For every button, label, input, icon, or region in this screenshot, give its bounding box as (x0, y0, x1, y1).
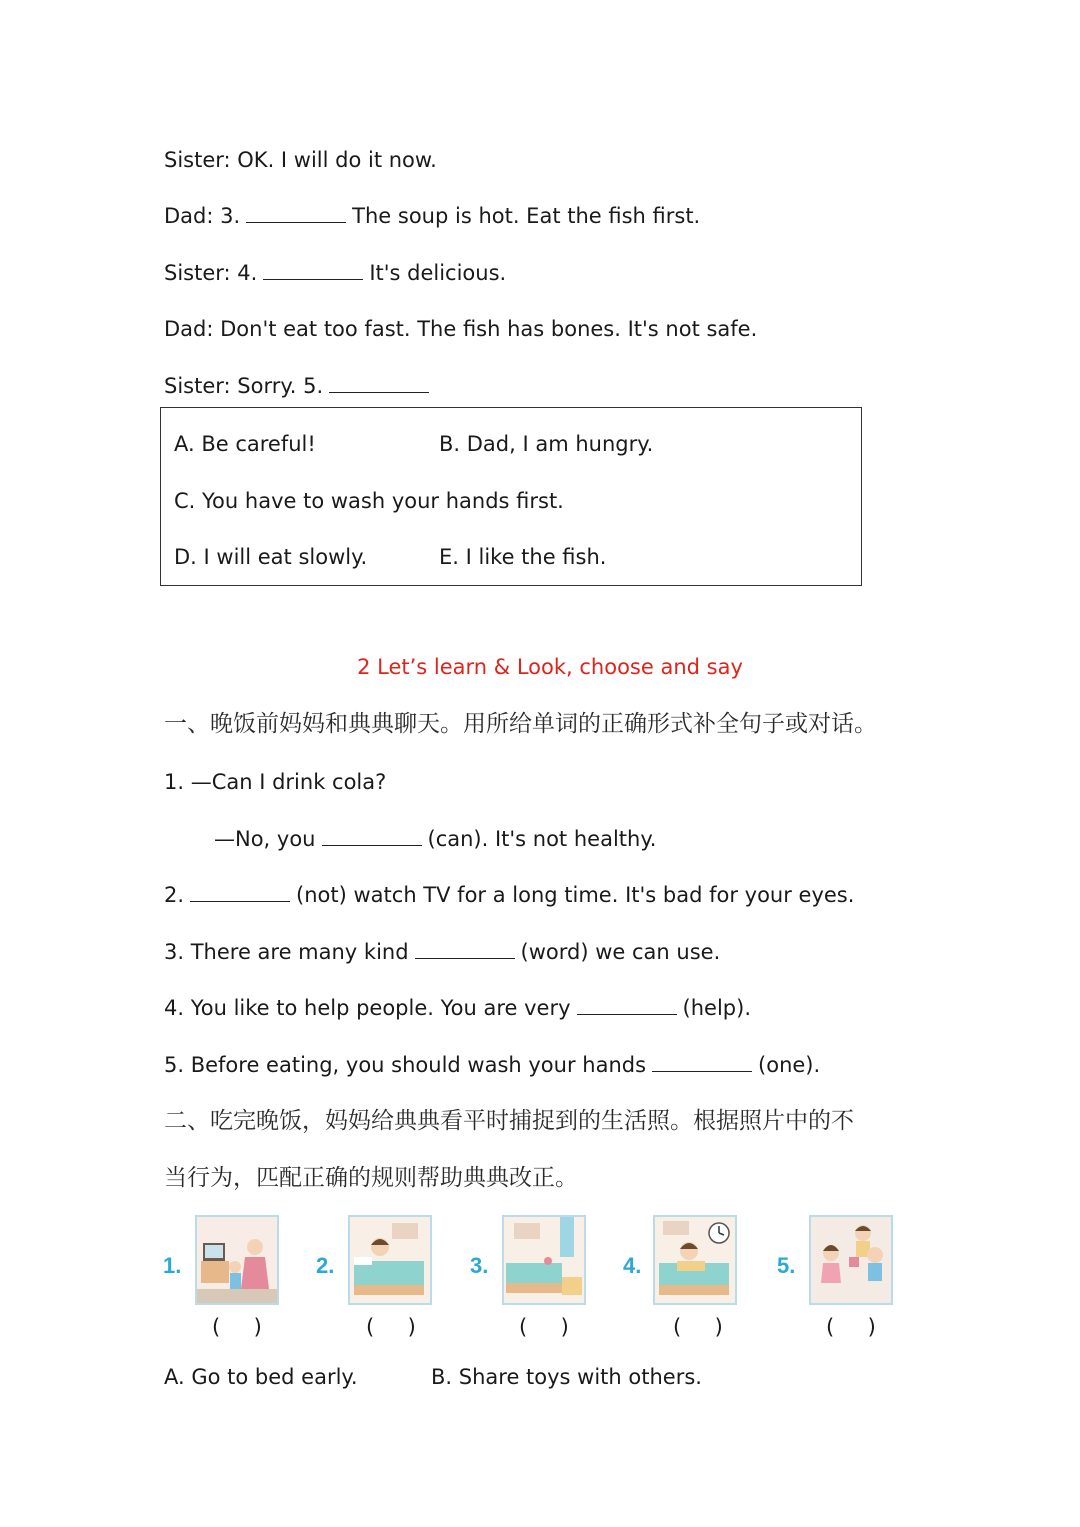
question-text: —No, you (214, 827, 316, 851)
dialogue-line-1 (164, 146, 437, 174)
dialogue-text: Dad: 3. (164, 204, 241, 228)
option-e: E. I like the fish. (439, 545, 607, 569)
question-1a: 1. —Can I drink cola? (164, 770, 387, 794)
question-text: 2. (164, 883, 185, 907)
dialogue-text: It's delicious. (369, 261, 507, 285)
question-3 (164, 938, 720, 966)
rule-option-b: B. Share toys with others. (431, 1365, 702, 1389)
question-text: 4. You like to help people. You are very (164, 996, 571, 1020)
picture-1-tv-illustration (195, 1215, 279, 1305)
picture-number-5: 5. (777, 1253, 796, 1278)
answer-blank-5[interactable] (329, 374, 429, 393)
options-box (160, 407, 862, 586)
option-a: A. Be careful! (174, 432, 316, 456)
dialogue-line-4 (164, 315, 757, 343)
question-5 (164, 1051, 820, 1079)
dialogue-line-3 (164, 259, 506, 287)
answer-blank-q2[interactable] (190, 883, 290, 902)
picture-number-2: 2. (316, 1253, 335, 1278)
option-b: B. Dad, I am hungry. (439, 432, 654, 456)
dialogue-text: The soup is hot. Eat the fish first. (352, 204, 701, 228)
picture-number-4: 4. (623, 1253, 642, 1278)
dialogue-text: Sister: Sorry. 5. (164, 374, 324, 398)
dialogue-line-2 (164, 202, 700, 230)
option-c: C. You have to wash your hands first. (174, 489, 564, 513)
option-d: D. I will eat slowly. (174, 545, 368, 569)
answer-paren-3[interactable]: ( ) (519, 1315, 569, 1339)
part2-instruction-line1: 二、吃完晚饭，妈妈给典典看平时捕捉到的生活照。根据照片中的不 (164, 1108, 854, 1134)
dialogue-text: Sister: 4. (164, 261, 258, 285)
question-text: (can). It's not healthy. (427, 827, 657, 851)
question-1b (214, 825, 656, 853)
picture-number-1: 1. (163, 1253, 182, 1278)
dialogue-text: Sister: OK. I will do it now. (164, 148, 437, 172)
question-text: (word) we can use. (520, 940, 721, 964)
question-2 (164, 881, 854, 909)
answer-blank-q1[interactable] (322, 827, 422, 846)
section-heading: 2 Let’s learn & Look, choose and say (357, 655, 743, 679)
answer-blank-4[interactable] (263, 261, 363, 280)
question-text: (not) watch TV for a long time. It's bad for your eyes. (296, 883, 855, 907)
answer-paren-1[interactable]: ( ) (212, 1315, 262, 1339)
answer-blank-q3[interactable] (415, 940, 515, 959)
part2-instruction-line2: 当行为，匹配正确的规则帮助典典改正。 (164, 1165, 578, 1191)
answer-paren-2[interactable]: ( ) (366, 1315, 416, 1339)
question-text: (help). (682, 996, 752, 1020)
picture-number-3: 3. (470, 1253, 489, 1278)
picture-5-children-toys-illustration (809, 1215, 893, 1305)
dialogue-text: Dad: Don't eat too fast. The fish has bones. It's not safe. (164, 317, 758, 341)
rule-option-a: A. Go to bed early. (164, 1365, 358, 1389)
picture-3-messy-room-illustration (502, 1215, 586, 1305)
picture-4-night-illustration (653, 1215, 737, 1305)
picture-row (0, 1213, 1080, 1313)
answer-blank-3[interactable] (246, 204, 346, 223)
question-4 (164, 994, 751, 1022)
question-text: (one). (758, 1053, 821, 1077)
dialogue-line-5 (164, 372, 435, 400)
question-text: 5. Before eating, you should wash your hands (164, 1053, 647, 1077)
picture-2-bed-illustration (348, 1215, 432, 1305)
answer-paren-5[interactable]: ( ) (826, 1315, 876, 1339)
answer-blank-q5[interactable] (652, 1053, 752, 1072)
part1-instruction: 一、晚饭前妈妈和典典聊天。用所给单词的正确形式补全句子或对话。 (164, 711, 877, 737)
answer-paren-4[interactable]: ( ) (673, 1315, 723, 1339)
answer-blank-q4[interactable] (577, 996, 677, 1015)
question-text: 3. There are many kind (164, 940, 409, 964)
